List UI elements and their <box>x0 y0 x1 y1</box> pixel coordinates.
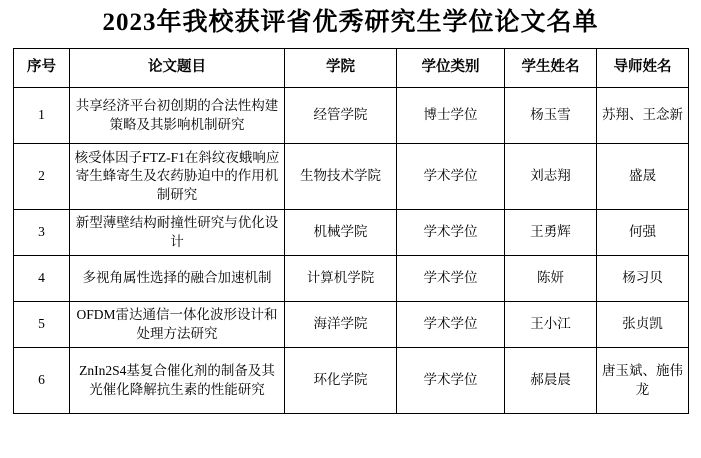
cell-degree-type: 学术学位 <box>397 144 505 210</box>
table-row <box>14 210 689 256</box>
cell-advisor-name: 盛晟 <box>597 144 689 210</box>
column-header-college: 学院 <box>285 49 397 88</box>
table-row <box>14 348 689 414</box>
table-row <box>14 88 689 144</box>
cell-advisor-name: 何强 <box>597 210 689 256</box>
cell-advisor-name: 苏翔、王念新 <box>597 88 689 144</box>
cell-index: 3 <box>14 210 70 256</box>
table-body <box>14 88 689 414</box>
cell-degree-type: 学术学位 <box>397 256 505 302</box>
cell-index: 6 <box>14 348 70 414</box>
cell-student-name: 王勇辉 <box>505 210 597 256</box>
cell-thesis-title: 新型薄壁结构耐撞性研究与优化设计 <box>70 210 285 256</box>
cell-student-name: 郝晨晨 <box>505 348 597 414</box>
cell-degree-type: 博士学位 <box>397 88 505 144</box>
cell-advisor-name: 张贞凯 <box>597 302 689 348</box>
cell-index: 2 <box>14 144 70 210</box>
cell-college: 生物技术学院 <box>285 144 397 210</box>
cell-thesis-title: OFDM雷达通信一体化波形设计和处理方法研究 <box>70 302 285 348</box>
cell-thesis-title: 多视角属性选择的融合加速机制 <box>70 256 285 302</box>
table-header <box>14 49 689 88</box>
page-title: 2023年我校获评省优秀研究生学位论文名单 <box>102 9 599 36</box>
cell-student-name: 刘志翔 <box>505 144 597 210</box>
document-page <box>0 8 701 458</box>
column-header-student-name: 学生姓名 <box>505 49 597 88</box>
table-row <box>14 302 689 348</box>
cell-student-name: 杨玉雪 <box>505 88 597 144</box>
table-container <box>0 48 701 414</box>
cell-index: 5 <box>14 302 70 348</box>
cell-thesis-title: 核受体因子FTZ-F1在斜纹夜蛾响应寄生蜂寄生及农药胁迫中的作用机制研究 <box>70 144 285 210</box>
cell-thesis-title: 共享经济平台初创期的合法性构建策略及其影响机制研究 <box>70 88 285 144</box>
cell-advisor-name: 唐玉斌、施伟龙 <box>597 348 689 414</box>
column-header-degree-type: 学位类别 <box>397 49 505 88</box>
table-row <box>14 256 689 302</box>
cell-degree-type: 学术学位 <box>397 302 505 348</box>
cell-degree-type: 学术学位 <box>397 210 505 256</box>
table-row <box>14 144 689 210</box>
cell-college: 机械学院 <box>285 210 397 256</box>
cell-student-name: 陈妍 <box>505 256 597 302</box>
table-header-row <box>14 49 689 88</box>
cell-college: 经管学院 <box>285 88 397 144</box>
cell-student-name: 王小江 <box>505 302 597 348</box>
thesis-list-table <box>13 48 689 414</box>
cell-degree-type: 学术学位 <box>397 348 505 414</box>
column-header-index: 序号 <box>14 49 70 88</box>
column-header-advisor-name: 导师姓名 <box>597 49 689 88</box>
cell-thesis-title: ZnIn2S4基复合催化剂的制备及其光催化降解抗生素的性能研究 <box>70 348 285 414</box>
cell-college: 海洋学院 <box>285 302 397 348</box>
cell-index: 1 <box>14 88 70 144</box>
cell-college: 计算机学院 <box>285 256 397 302</box>
column-header-thesis-title: 论文题目 <box>70 49 285 88</box>
cell-college: 环化学院 <box>285 348 397 414</box>
cell-advisor-name: 杨习贝 <box>597 256 689 302</box>
cell-index: 4 <box>14 256 70 302</box>
